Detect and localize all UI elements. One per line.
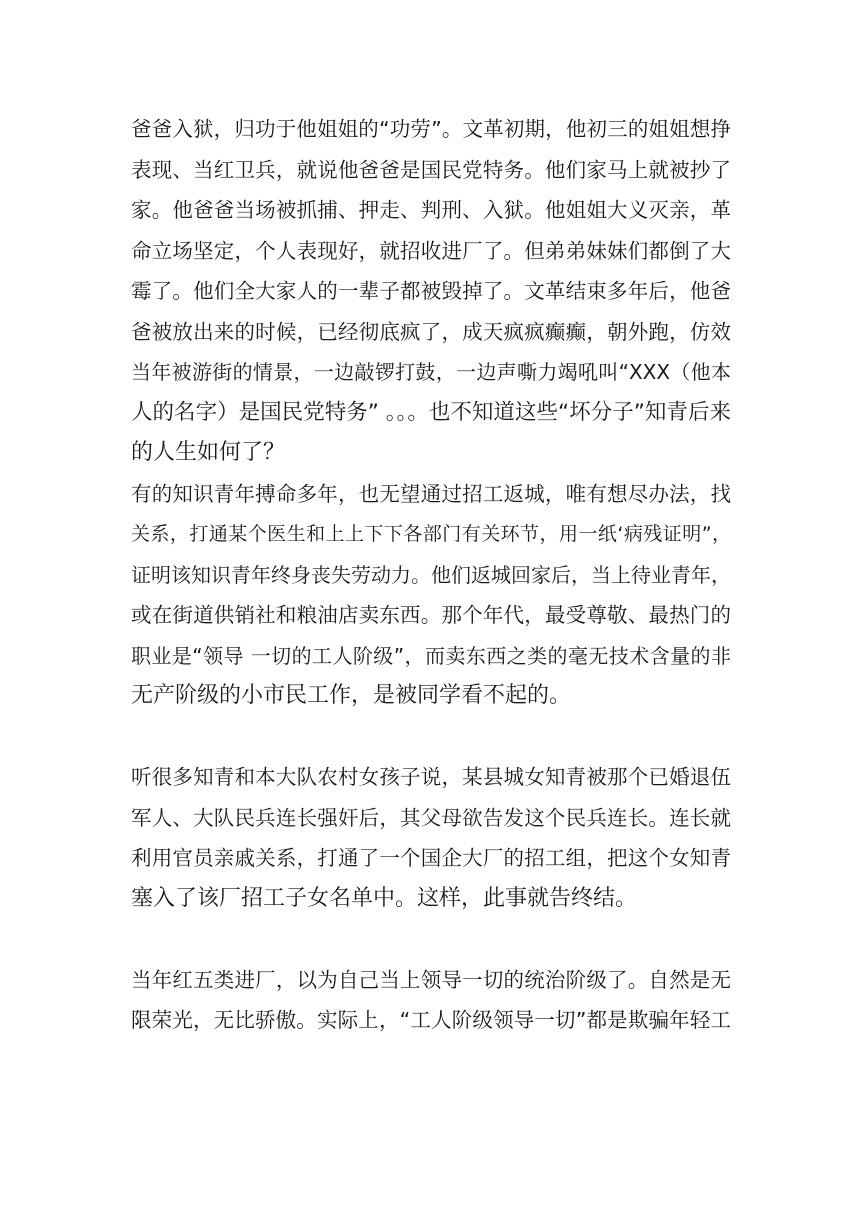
text-line-3: 家。他爸爸当场被抓捕、押走、判刑、入狱。他姐姐大义灭亲，革 <box>131 198 731 222</box>
text-line-11: 关系，打通某个医生和上上下下各部门有关环节，用一纸‘病残证明”， <box>131 523 731 545</box>
text-line-4: 命立场坚定，个人表现好，就招收进厂了。但弟弟妹妹们都倒了大 <box>131 239 731 263</box>
text-line-2: 表现、当红卫兵，就说他爸爸是国民党特务。他们家马上就被抄了 <box>131 158 731 182</box>
text-line-16: 听很多知青和本大队农村女孩子说，某县城女知青被那个已婚退伍 <box>131 765 731 789</box>
text-line-17: 军人、大队民兵连长强奸后，其父母欲告发这个民兵连长。连长就 <box>131 806 731 830</box>
text-line-1: 爸爸入狱，归功于他姐姐的“功劳”。文革初期，他初三的姐姐想挣 <box>131 117 731 141</box>
text-line-21: 限荣光，无比骄傲。实际上，“工人阶级领导一切”都是欺骗年轻工 <box>131 1008 731 1032</box>
text-line-6: 爸被放出来的时候，已经彻底疯了，成天疯疯癫癫，朝外跑，仿效 <box>131 320 731 344</box>
text-line-5: 霉了。他们全大家人的一辈子都被毁掉了。文革结束多年后，他爸 <box>131 279 731 303</box>
text-line-9: 的人生如何了？ <box>131 440 286 465</box>
text-line-7: 当年被游街的情景，一边敲锣打鼓，一边声嘶力竭吼叫“XXX（他本 <box>131 360 731 384</box>
text-line-18: 利用官员亲戚关系，打通了一个国企大厂的招工组，把这个女知青 <box>131 846 731 870</box>
text-line-12: 证明该知识青年终身丧失劳动力。他们返城回家后，当上待业青年， <box>131 563 731 587</box>
text-line-15: 无产阶级的小市民工作，是被同学看不起的。 <box>131 683 572 708</box>
text-line-19: 塞入了该厂招工子女名单中。这样，此事就告终结。 <box>131 886 638 911</box>
text-line-13: 或在街道供销社和粮油店卖东西。那个年代，最受尊敬、最热门的 <box>131 603 731 627</box>
text-line-8: 人的名字）是国民党特务” 。。。也不知道这些“坏分子”知青后来 <box>131 400 731 425</box>
text-line-20: 当年红五类进厂，以为自己当上领导一切的统治阶级了。自然是无 <box>131 968 731 992</box>
text-line-10: 有的知识青年搏命多年，也无望通过招工返城，唯有想尽办法，找 <box>131 482 731 506</box>
text-line-14: 职业是“领导 一切的工人阶级”，而卖东西之类的毫无技术含量的非 <box>131 644 731 668</box>
